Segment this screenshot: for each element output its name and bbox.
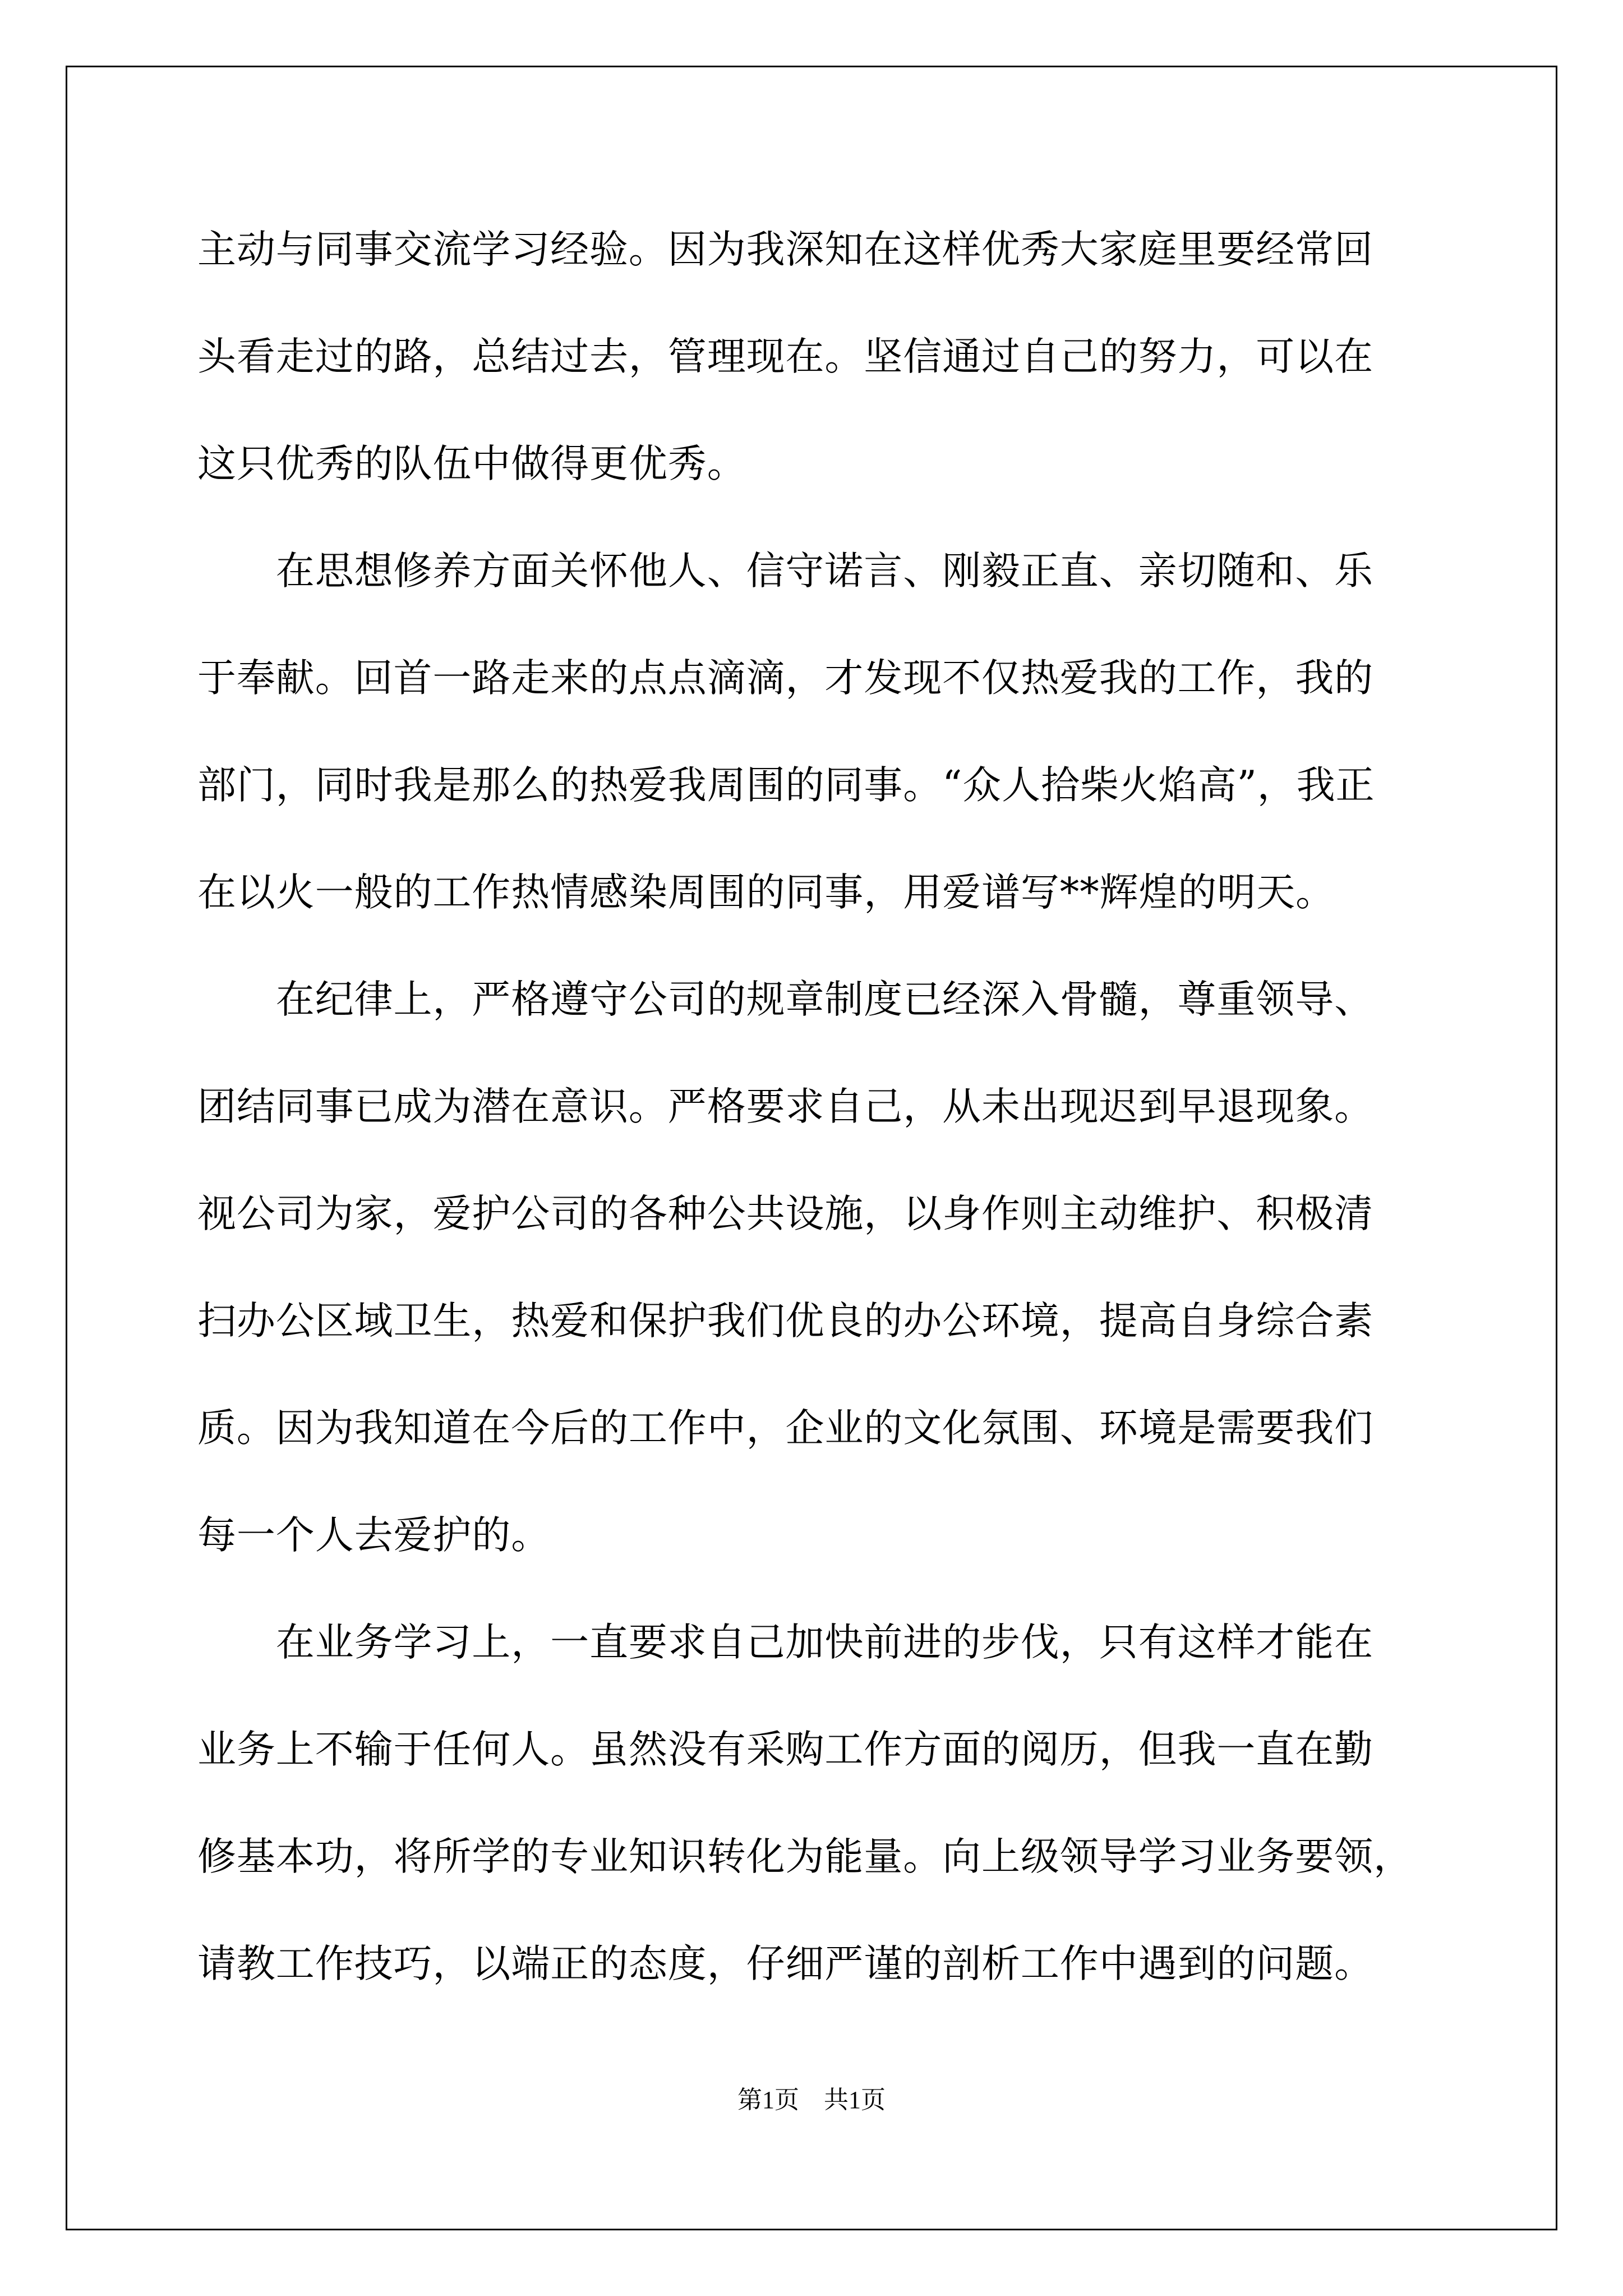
text-line: 每一个人去爱护的。 — [197, 1513, 551, 1558]
text-line: 这只优秀的队伍中做得更优秀。 — [197, 441, 746, 486]
text-line: 头看走过的路，总结过去，管理现在。坚信通过自己的努力，可以在 — [197, 334, 1373, 379]
text-line: 于奉献。回首一路走来的点点滴滴，才发现不仅热爱我的工作，我的 — [197, 656, 1373, 701]
page-number-footer: 第1页 共1页 — [737, 2086, 886, 2114]
text-line: 部门，同时我是那么的热爱我周围的同事。“众人拾柴火焰高”，我正 — [197, 763, 1375, 808]
text-line: 质。因为我知道在今后的工作中，企业的文化氛围、环境是需要我们 — [197, 1406, 1373, 1451]
text-line: 业务上不输于任何人。虽然没有采购工作方面的阅历，但我一直在勤 — [197, 1727, 1373, 1772]
text-line: 团结同事已成为潜在意识。严格要求自己，从未出现迟到早退现象。 — [197, 1084, 1373, 1129]
text-line: 请教工作技巧，以端正的态度，仔细严谨的剖析工作中遇到的问题。 — [197, 1941, 1373, 1986]
text-line: 主动与同事交流学习经验。因为我深知在这样优秀大家庭里要经常回 — [197, 227, 1373, 272]
text-line: 在以火一般的工作热情感染周围的同事，用爱谱写**辉煌的明天。 — [197, 870, 1335, 915]
text-line: 修基本功，将所学的专业知识转化为能量。向上级领导学习业务要领， — [197, 1834, 1413, 1879]
text-line: 视公司为家，爱护公司的各种公共设施，以身作则主动维护、积极清 — [197, 1191, 1373, 1236]
text-line: 在纪律上，严格遵守公司的规章制度已经深入骨髓，尊重领导、 — [197, 977, 1373, 1022]
text-line: 扫办公区域卫生，热爱和保护我们优良的办公环境，提高自身综合素 — [197, 1299, 1373, 1343]
text-line: 在思想修养方面关怀他人、信守诺言、刚毅正直、亲切随和、乐 — [197, 549, 1373, 593]
text-line: 在业务学习上，一直要求自己加快前进的步伐，只有这样才能在 — [197, 1620, 1373, 1665]
